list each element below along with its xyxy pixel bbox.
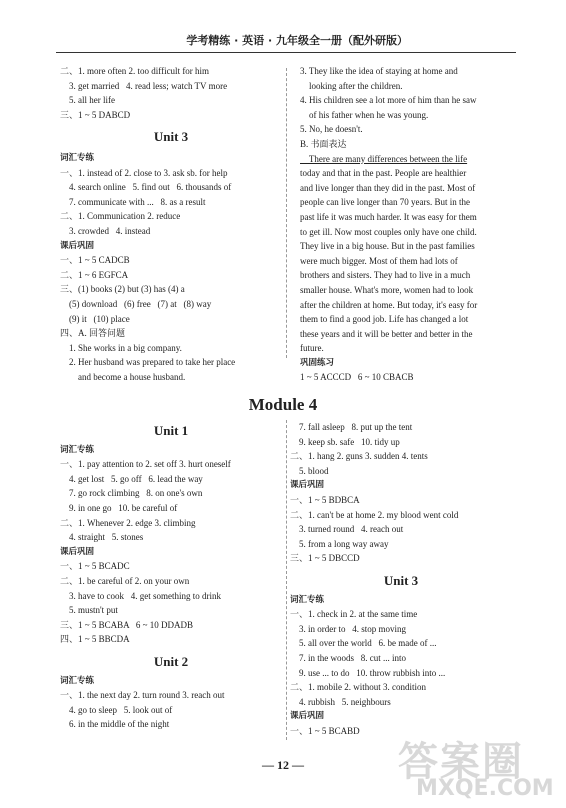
essay-line: after the children at home. But today, it's easy for — [300, 299, 478, 310]
text-line: 3. get married 4. read less; watch TV more — [60, 80, 228, 91]
unit-heading: Unit 1 — [153, 423, 189, 438]
essay-line: to get ill. Now most couples only have one child. — [300, 226, 477, 237]
column-divider-bottom — [286, 420, 287, 740]
text-line: B. 书面表达 — [300, 138, 347, 149]
section-heading: 巩固练习 — [300, 357, 335, 368]
text-line: 3. have to cook 4. get something to drink — [60, 590, 221, 601]
section-heading: 课后巩固 — [290, 711, 325, 722]
text-line: 一、1 ~ 5 CADCB — [60, 255, 130, 266]
text-line: 二、1. Communication 2. reduce — [60, 211, 181, 222]
watermark-url: MXQE.COM — [416, 776, 554, 801]
text-line: 1 ~ 5 ACCCD 6 ~ 10 CBACB — [300, 372, 414, 383]
essay-line: people can live longer than 70 years. But in the — [300, 197, 470, 208]
text-line: 4. go to sleep 5. look out of — [60, 704, 173, 715]
text-line: 9. keep sb. safe 10. tidy up — [290, 436, 400, 447]
text-line: 1. She works in a big company. — [60, 342, 182, 353]
section-heading: 课后巩固 — [290, 480, 325, 491]
essay-line: smaller house. What's more, women had to look — [300, 284, 474, 295]
section-heading: 课后巩固 — [60, 546, 95, 557]
text-line: 二、1 ~ 6 EGFCA — [60, 269, 129, 280]
text-line: 一、1 ~ 5 BCADC — [60, 561, 130, 572]
essay-line: and live longer than they did in the past. Most of — [300, 182, 476, 193]
essay-line: these years and it will be better and better in the — [300, 328, 473, 339]
text-line: 4. get lost 5. go off 6. lead the way — [60, 473, 203, 484]
essay-line: them to find a good job. Life has changed a lot — [300, 314, 469, 325]
text-line: 3. in order to 4. stop moving — [290, 623, 406, 634]
right-top-column — [300, 64, 512, 385]
unit-heading: Unit 2 — [153, 653, 189, 669]
text-line: (9) it (10) place — [60, 313, 130, 324]
text-line: 5. No, he doesn't. — [300, 124, 363, 135]
text-line: and become a house husband. — [60, 371, 186, 382]
unit-heading: Unit 3 — [383, 572, 419, 588]
text-line: 9. use ... to do 10. throw rubbish into ... — [290, 667, 446, 678]
text-line: 5. all her life — [60, 95, 115, 106]
section-heading: 词汇专练 — [290, 594, 325, 605]
text-line: (5) download (6) free (7) at (8) way — [60, 298, 212, 309]
text-line: 3. They like the idea of staying at home and — [300, 66, 458, 76]
text-line: 二、1. more often 2. too difficult for him — [60, 66, 210, 76]
essay-line: past life it was much harder. It was easy for them — [300, 211, 477, 222]
text-line: 三、1 ~ 5 DABCD — [60, 109, 131, 120]
text-line: 一、1. pay attention to 2. set off 3. hurt oneself — [60, 459, 231, 470]
text-line: looking after the children. — [300, 80, 403, 91]
text-line: 4. straight 5. stones — [60, 532, 144, 543]
essay-line: future. — [300, 343, 324, 354]
essay-line: today and that in the past. People are healthier — [300, 168, 467, 179]
essay-line: They live in a big house. But in the past families — [300, 241, 475, 252]
text-line: 二、1. mobile 2. without 3. condition — [290, 682, 426, 693]
section-heading: 课后巩固 — [60, 240, 95, 251]
column-divider-top — [286, 68, 287, 358]
text-line: 5. mustn't put — [60, 605, 118, 616]
text-line: 一、1. instead of 2. close to 3. ask sb. for help — [60, 167, 228, 178]
text-line: 4. search online 5. find out 6. thousands of — [60, 182, 232, 193]
page-number: — 12 — — [262, 758, 304, 772]
text-line: 5. all over the world 6. be made of ... — [290, 638, 437, 649]
text-line: 5. blood — [290, 465, 329, 476]
module-heading: Module 4 — [248, 395, 318, 414]
left-top-column — [60, 64, 282, 384]
text-line: 三、1 ~ 5 DBCCD — [290, 553, 360, 564]
text-line: 7. go rock climbing 8. on one's own — [60, 488, 203, 499]
header-rule — [56, 52, 516, 53]
text-line: 三、1 ~ 5 BCABA 6 ~ 10 DDADB — [60, 619, 194, 630]
section-heading: 词汇专练 — [60, 675, 95, 686]
text-line: 2. Her husband was prepared to take her place — [60, 357, 236, 368]
watermark — [398, 730, 554, 801]
text-line: 二、1. be careful of 2. on your own — [60, 575, 190, 586]
text-line: 一、1 ~ 5 BDBCA — [290, 494, 360, 505]
text-line: 7. communicate with ... 8. as a result — [60, 196, 206, 207]
text-line: 6. in the middle of the night — [60, 719, 170, 730]
right-bottom-column — [290, 420, 512, 738]
essay-line: were much bigger. Most of them had lots of — [300, 255, 458, 266]
text-line: 二、1. Whenever 2. edge 3. climbing — [60, 517, 196, 528]
text-line: 四、1 ~ 5 BBCDA — [60, 634, 130, 645]
text-line: 4. His children see a lot more of him than he saw — [300, 95, 477, 106]
section-heading: 词汇专练 — [60, 444, 95, 455]
text-line: 4. rubbish 5. neighbours — [290, 696, 391, 707]
header-title: 学考精练 · 英语 · 九年级全一册（配外研版） — [186, 34, 408, 47]
text-line: 7. in the woods 8. cut ... into — [290, 652, 406, 663]
watermark-logo: 答案圈 — [398, 739, 524, 785]
text-line: of his father when he was young. — [300, 109, 429, 120]
left-bottom-column — [60, 424, 282, 732]
text-line: 3. crowded 4. instead — [60, 225, 151, 236]
section-heading: 词汇专练 — [60, 152, 95, 163]
text-line: 一、1. check in 2. at the same time — [290, 609, 418, 620]
text-line: 二、1. hang 2. guns 3. sudden 4. tents — [290, 451, 428, 462]
essay-line: There are many differences between the life — [300, 153, 468, 164]
text-line: 一、1 ~ 5 BCABD — [290, 725, 360, 736]
text-line: 5. from a long way away — [290, 538, 389, 549]
text-line: 一、1. the next day 2. turn round 3. reach out — [60, 690, 225, 701]
text-line: 7. fall asleep 8. put up the tent — [290, 422, 413, 432]
text-line: 9. in one go 10. be careful of — [60, 502, 178, 513]
unit-heading: Unit 3 — [153, 129, 189, 145]
text-line: 三、(1) books (2) but (3) has (4) a — [60, 284, 185, 295]
text-line: 3. turned round 4. reach out — [290, 524, 404, 535]
essay-line: brothers and sisters. They had to live in a much — [300, 270, 471, 281]
text-line: 二、1. can't be at home 2. my blood went cold — [290, 509, 459, 520]
text-line: 四、A. 回答问题 — [60, 328, 125, 339]
